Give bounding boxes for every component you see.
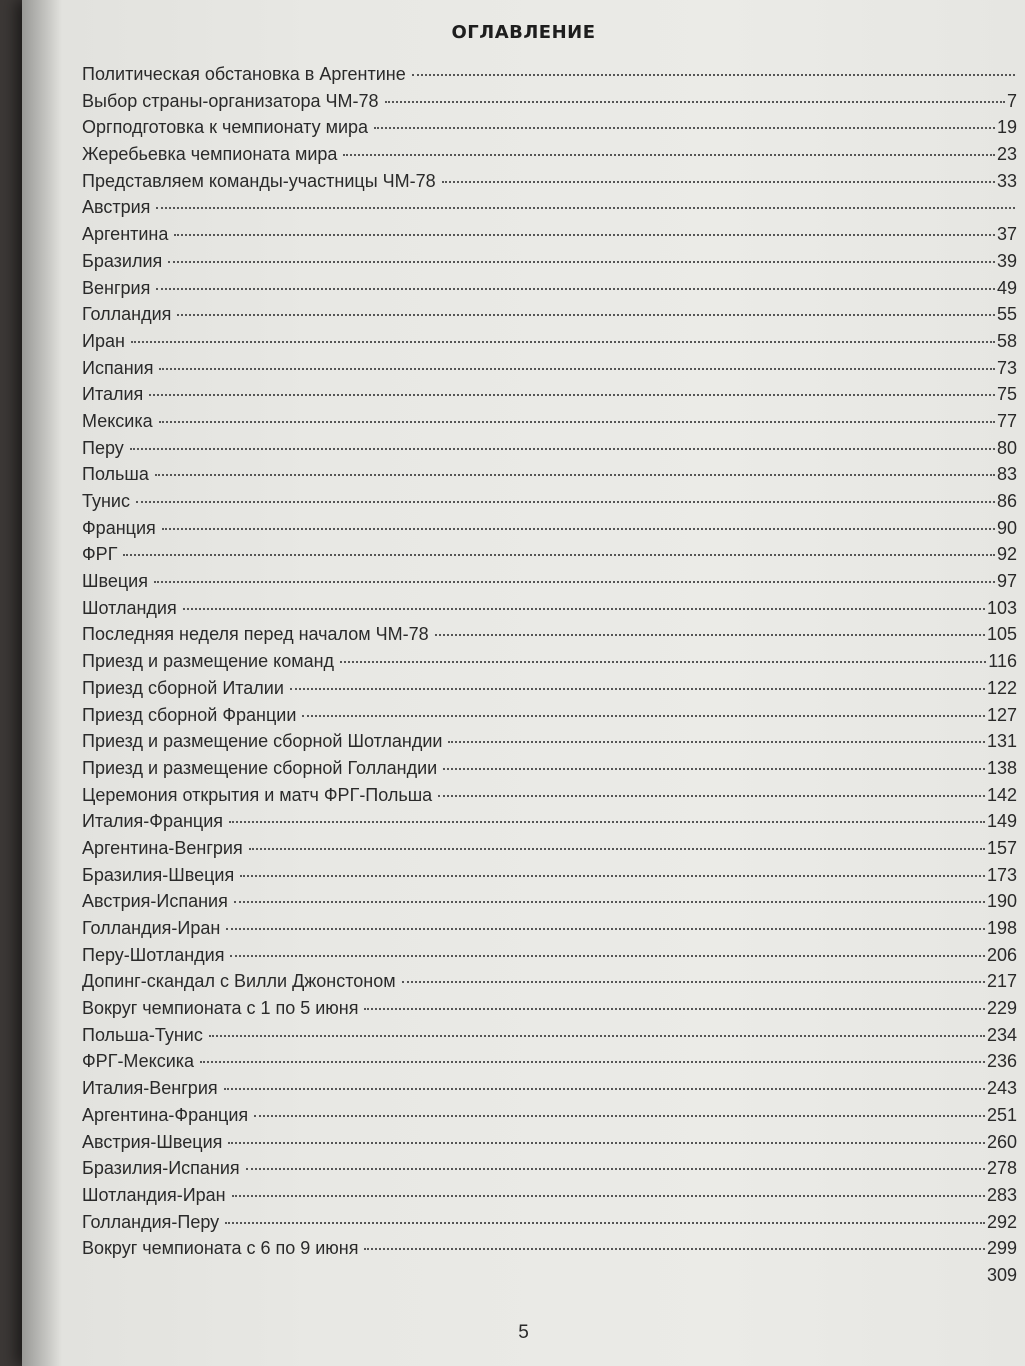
toc-entry-page: 251	[986, 1104, 1017, 1125]
toc-entry-title: Аргентина-Франция	[82, 1104, 249, 1125]
table-of-contents	[82, 64, 1017, 1292]
toc-leader-dots	[443, 768, 985, 770]
toc-entry-page: 173	[986, 864, 1017, 885]
toc-entry	[82, 491, 1017, 518]
toc-entry-page: 243	[986, 1078, 1017, 1099]
toc-entry	[82, 891, 1017, 918]
toc-entry	[82, 1105, 1017, 1132]
toc-leader-dots	[402, 981, 985, 983]
toc-leader-dots	[343, 154, 995, 156]
toc-entry	[82, 411, 1017, 438]
toc-entry-title: Испания	[82, 357, 154, 378]
toc-leader-dots	[130, 448, 995, 450]
toc-entry-page: 23	[996, 144, 1017, 165]
toc-entry-title: Приезд сборной Италии	[82, 677, 284, 698]
toc-entry-page: 7	[1006, 90, 1017, 111]
toc-entry-title: Польша-Тунис	[82, 1024, 203, 1045]
toc-entry	[82, 64, 1017, 91]
toc-entry-title: Италия	[82, 384, 144, 405]
toc-entry-page: 198	[986, 918, 1017, 938]
toc-entry-title: Голландия	[82, 304, 172, 325]
toc-entry	[82, 811, 1017, 838]
toc-entry	[82, 1051, 1017, 1078]
toc-entry-page: 55	[996, 304, 1017, 325]
toc-entry	[82, 544, 1017, 571]
toc-entry-page: 149	[986, 811, 1017, 832]
toc-entry-page: 292	[986, 1211, 1017, 1232]
toc-entry-title: Вокруг чемпионата с 1 по 5 июня	[82, 998, 359, 1019]
toc-entry-title: Приезд сборной Франции	[82, 704, 297, 725]
toc-entry-title: Последняя неделя перед началом ЧМ-78	[82, 624, 429, 645]
toc-entry	[82, 731, 1017, 758]
toc-entry-title: Швеция	[82, 571, 148, 592]
toc-leader-dots	[234, 901, 985, 903]
toc-entry	[82, 624, 1017, 651]
toc-leader-dots	[156, 288, 995, 290]
toc-entry-page: 49	[996, 277, 1017, 298]
page-number: 5	[518, 1322, 529, 1343]
toc-entry-title: Венгрия	[82, 277, 151, 298]
toc-entry-page: 260	[986, 1131, 1017, 1152]
toc-entry-page: 90	[996, 517, 1017, 538]
toc-leader-dots	[442, 181, 995, 183]
toc-leader-dots	[159, 421, 995, 423]
toc-entry-title: Польша	[82, 464, 149, 485]
toc-entry-page: 142	[986, 784, 1017, 805]
toc-entry	[82, 1238, 1017, 1265]
toc-entry-page: 229	[986, 998, 1017, 1019]
toc-entry-title: Церемония открытия и матч ФРГ-Польша	[82, 784, 433, 805]
toc-entry-title: Бразилия	[82, 250, 163, 271]
toc-entry-page: 58	[996, 330, 1017, 351]
toc-entry-title: Перу-Шотландия	[82, 944, 225, 965]
toc-leader-dots	[232, 1195, 985, 1197]
toc-entry-page: 299	[986, 1238, 1017, 1259]
toc-leader-dots	[240, 875, 985, 877]
toc-entry-title: Тунис	[82, 491, 130, 511]
toc-entry-title: Шотландия-Иран	[82, 1184, 226, 1205]
toc-entry	[82, 598, 1017, 625]
toc-entry-title: Иран	[82, 330, 125, 351]
toc-leader-dots	[155, 474, 995, 476]
toc-entry-title: Жеребьевка чемпионата мира	[82, 144, 338, 165]
toc-entry-title: Приезд и размещение сборной Шотландии	[82, 731, 443, 752]
toc-entry-title: ФРГ	[82, 544, 118, 565]
toc-leader-dots	[412, 74, 1015, 76]
toc-entry	[82, 1212, 1017, 1239]
toc-entry	[82, 304, 1017, 331]
toc-entry	[82, 171, 1017, 198]
toc-entry	[82, 1078, 1017, 1105]
toc-entry-page: 283	[986, 1184, 1017, 1205]
toc-entry	[82, 197, 1017, 224]
toc-entry-page: 83	[996, 464, 1017, 485]
toc-entry-page: 217	[986, 971, 1017, 992]
toc-entry	[82, 1158, 1017, 1185]
toc-entry-page: 138	[986, 757, 1017, 778]
toc-leader-dots	[364, 1008, 984, 1010]
toc-leader-dots	[229, 821, 985, 823]
toc-entry-page: 80	[996, 437, 1017, 458]
toc-entry-page: 116	[988, 651, 1017, 672]
toc-leader-dots	[136, 501, 995, 503]
toc-leader-dots	[340, 661, 986, 663]
toc-entry	[82, 117, 1017, 144]
toc-entry-title: Аргентина	[82, 224, 169, 245]
toc-leader-dots	[228, 1142, 985, 1144]
toc-entry-page: 234	[986, 1024, 1017, 1045]
spine-shadow	[22, 0, 62, 1366]
toc-entry-title: Оргподготовка к чемпионату мира	[82, 117, 369, 138]
toc-entry-title: Политическая обстановка в Аргентине	[82, 64, 406, 84]
toc-entry	[82, 278, 1017, 305]
book-page	[22, 0, 1025, 1366]
toc-leader-dots	[226, 928, 985, 930]
toc-entry	[82, 971, 1017, 998]
toc-entry	[82, 758, 1017, 785]
toc-entry	[82, 251, 1017, 278]
toc-entry	[82, 865, 1017, 892]
toc-entry	[82, 945, 1017, 972]
toc-entry-page: 19	[996, 117, 1017, 138]
toc-leader-dots	[159, 368, 995, 370]
toc-leader-dots	[225, 1222, 985, 1224]
toc-entry-page: 190	[986, 891, 1017, 912]
page-title: ОГЛАВЛЕНИЕ	[451, 22, 596, 43]
toc-entry-title: Голландия-Иран	[82, 918, 221, 938]
toc-entry	[82, 571, 1017, 598]
toc-entry-page: 92	[996, 544, 1017, 565]
toc-entry	[82, 651, 1017, 678]
toc-entry	[82, 678, 1017, 705]
toc-leader-dots	[200, 1061, 985, 1063]
toc-leader-dots	[302, 715, 985, 717]
toc-leader-dots	[254, 1115, 985, 1117]
toc-leader-dots	[224, 1088, 985, 1090]
toc-entry-page: 278	[986, 1158, 1017, 1179]
toc-entry-page: 206	[986, 944, 1017, 965]
toc-entry	[82, 438, 1017, 465]
toc-entry-title: Перу	[82, 437, 124, 458]
toc-entry-page: 127	[986, 704, 1017, 725]
toc-entry-title: Допинг-скандал с Вилли Джонстоном	[82, 971, 396, 992]
toc-entry-title: Австрия-Испания	[82, 891, 228, 912]
toc-leader-dots	[385, 101, 1005, 103]
toc-entry	[82, 331, 1017, 358]
toc-entry-page: 77	[996, 410, 1017, 431]
toc-entry	[82, 918, 1017, 945]
toc-entry	[82, 384, 1017, 411]
toc-leader-dots	[162, 528, 995, 530]
toc-entry-page: 33	[996, 170, 1017, 191]
toc-leader-dots	[131, 341, 995, 343]
toc-entry-page: 105	[986, 624, 1017, 645]
toc-entry-title: Мексика	[82, 410, 153, 431]
toc-entry	[82, 998, 1017, 1025]
toc-entry-page: 309	[986, 1264, 1017, 1285]
toc-leader-dots	[290, 688, 985, 690]
toc-entry	[82, 358, 1017, 385]
toc-entry-page: 236	[986, 1051, 1017, 1072]
toc-entry-title: Вокруг чемпионата с 6 по 9 июня	[82, 1238, 359, 1259]
toc-entry-page: 37	[996, 224, 1017, 245]
toc-leader-dots	[174, 234, 995, 236]
toc-entry-page: 103	[986, 597, 1017, 618]
toc-entry-title: Выбор страны-организатора ЧМ-78	[82, 90, 379, 111]
toc-leader-dots	[156, 207, 1015, 209]
toc-entry	[82, 1185, 1017, 1212]
toc-entry	[82, 1265, 1017, 1292]
toc-entry	[82, 705, 1017, 732]
toc-entry-page: 131	[986, 731, 1017, 752]
toc-leader-dots	[168, 261, 995, 263]
toc-entry-title: Аргентина-Венгрия	[82, 837, 243, 858]
toc-entry-title: Бразилия-Швеция	[82, 864, 235, 885]
toc-entry-title: Италия-Франция	[82, 811, 224, 832]
toc-leader-dots	[209, 1035, 985, 1037]
toc-entry	[82, 464, 1017, 491]
toc-entry	[82, 785, 1017, 812]
toc-entry	[82, 224, 1017, 251]
toc-entry-page: 75	[996, 384, 1017, 405]
toc-leader-dots	[123, 554, 995, 556]
toc-entry	[82, 838, 1017, 865]
toc-entry-page: 73	[996, 357, 1017, 378]
toc-leader-dots	[435, 634, 985, 636]
toc-entry-title: Приезд и размещение сборной Голландии	[82, 757, 438, 778]
toc-entry-title: Представляем команды-участницы ЧМ-78	[82, 170, 436, 191]
toc-entry-title: Приезд и размещение команд	[82, 651, 335, 672]
toc-entry	[82, 91, 1017, 118]
toc-entry-page: 122	[986, 677, 1017, 698]
toc-entry-page: 39	[996, 250, 1017, 271]
toc-leader-dots	[364, 1248, 984, 1250]
toc-leader-dots	[249, 848, 985, 850]
toc-entry	[82, 1025, 1017, 1052]
toc-leader-dots	[374, 127, 995, 129]
toc-leader-dots	[246, 1168, 985, 1170]
toc-leader-dots	[183, 608, 985, 610]
toc-entry-title: Голландия-Перу	[82, 1211, 220, 1232]
toc-leader-dots	[177, 314, 995, 316]
toc-entry-title: Франция	[82, 517, 156, 538]
toc-entry-title: ФРГ-Мексика	[82, 1051, 195, 1072]
toc-entry-page: 157	[986, 837, 1017, 858]
toc-entry-title: Австрия-Швеция	[82, 1131, 223, 1152]
toc-entry-title: Шотландия	[82, 597, 177, 618]
toc-entry	[82, 144, 1017, 171]
toc-entry-title: Австрия	[82, 197, 151, 218]
toc-entry-title: Италия-Венгрия	[82, 1078, 218, 1099]
toc-entry	[82, 1132, 1017, 1159]
toc-leader-dots	[149, 394, 995, 396]
toc-leader-dots	[154, 581, 995, 583]
toc-leader-dots	[448, 741, 984, 743]
toc-entry-title: Бразилия-Испания	[82, 1158, 240, 1179]
toc-entry-page: 86	[996, 491, 1017, 511]
toc-entry	[82, 518, 1017, 545]
toc-entry-page: 97	[996, 571, 1017, 592]
toc-leader-dots	[438, 795, 985, 797]
toc-leader-dots	[230, 955, 984, 957]
